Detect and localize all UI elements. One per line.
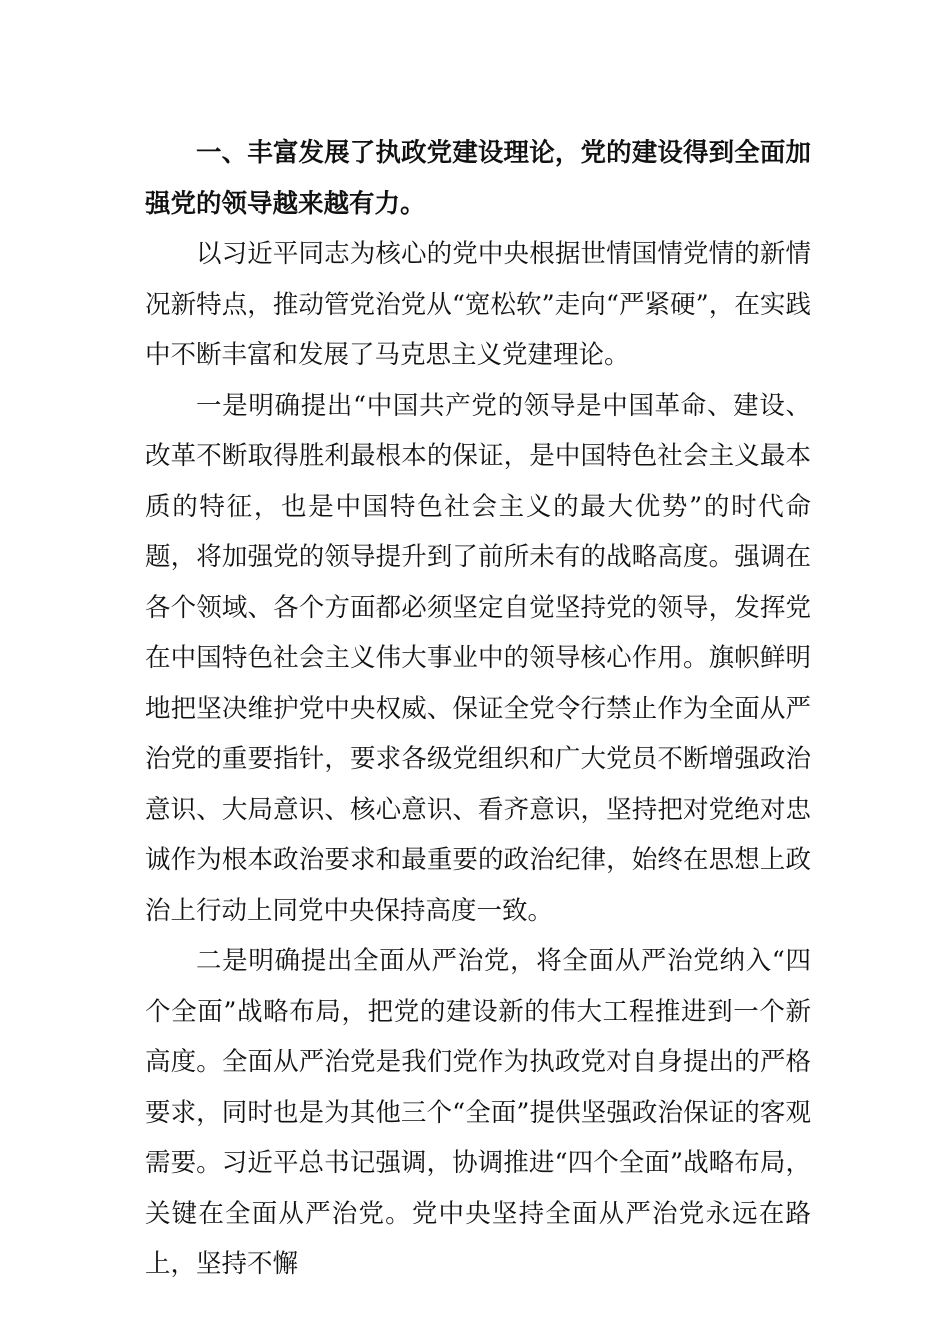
paragraph-point-one: 一是明确提出“中国共产党的领导是中国革命、建设、改革不断取得胜利最根本的保证，是中国特色社会主义最本质的特征，也是中国特色社会主义的最大优势”的时代命题，将加强党的领导提升到了前所未有的战略高度。强调在各个领域、各个方面都必须坚定自觉坚持党的领导，发挥党在中国特色社会主义伟大事业中的领导核心作用。旗帜鲜明地把坚决维护党中央权威、保证全党令行禁止作为全面从严治党的重要指针，要求各级党组织和广大党员不断增强政治意识、大局意识、核心意识、看齐意识，坚持把对党绝对忠诚作为根本政治要求和最重要的政治纪律，始终在思想上政治上行动上同党中央保持高度一致。 — [145, 390, 811, 926]
document-body — [145, 128, 811, 1290]
paragraph-intro: 以习近平同志为核心的党中央根据世情国情党情的新情况新特点，推动管党治党从“宽松软”走向“严紧硬”，在实践中不断丰富和发展了马克思主义党建理论。 — [145, 239, 811, 370]
paragraph-point-two: 二是明确提出全面从严治党，将全面从严治党纳入“四个全面”战略布局，把党的建设新的伟大工程推进到一个新高度。全面从严治党是我们党作为执政党对自身提出的严格要求，同时也是为其他三个“全面”提供坚强政治保证的客观需要。习近平总书记强调，协调推进“四个全面”战略布局，关键在全面从严治党。党中央坚持全面从严治党永远在路上，坚持不懈 — [145, 946, 811, 1279]
section-heading: 一、丰富发展了执政党建设理论，党的建设得到全面加强党的领导越来越有力。 — [145, 138, 811, 219]
